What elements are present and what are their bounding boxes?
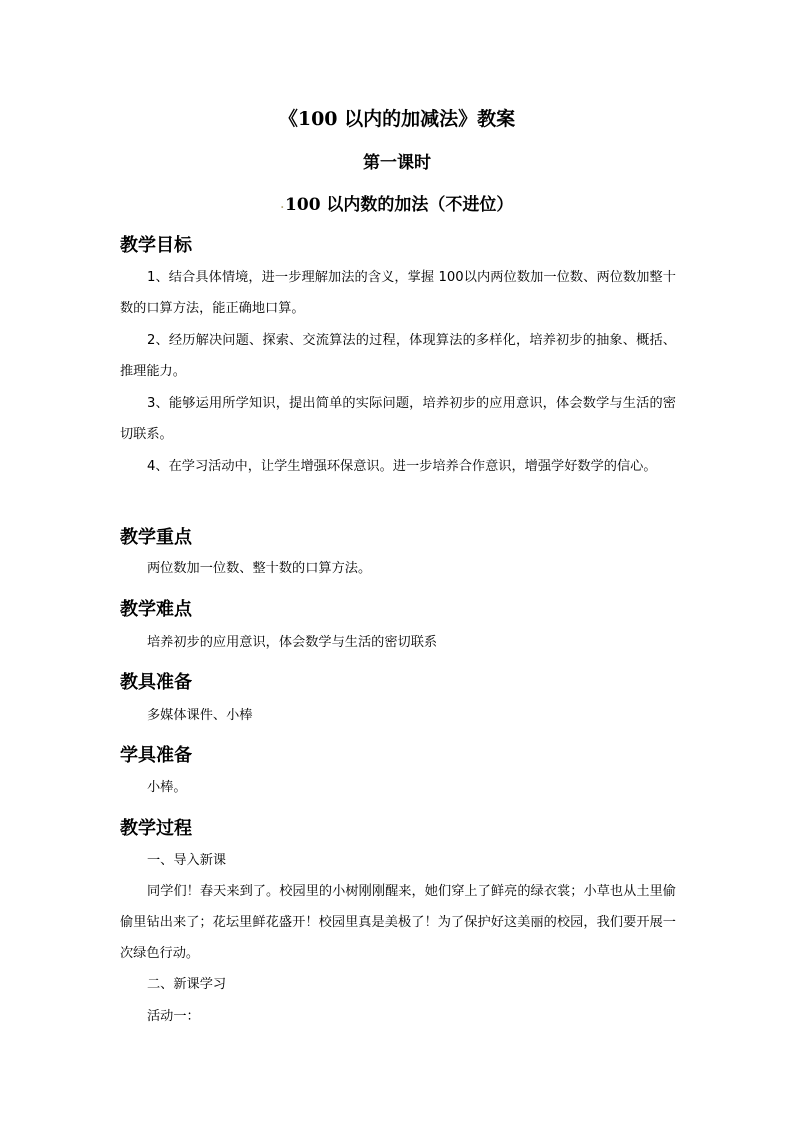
section-title-text: 100 以内数的加法（不进位） [285,195,514,215]
teacher-materials-text: 多媒体课件、小棒 [147,708,253,723]
student-materials-heading: 学具准备 [120,745,192,766]
goal-item: 4、在学习活动中，让学生增强环保意识。进一步培养合作意识，增强学好数学的信心。 [147,459,657,474]
teacher-materials-heading: 教具准备 [120,672,192,693]
process-step-2: 二、新课学习 [147,977,227,992]
activity-1-label: 活动一： [147,1009,200,1024]
student-materials-text: 小棒。 [147,780,187,795]
goal-item: 1、结合具体情境，进一步理解加法的含义，掌握 100以内两位数加一位数、两位数加整十数的口算方法，能正确地口算。 [120,270,676,316]
difficulties-text: 培养初步的应用意识，体会数学与生活的密切联系 [147,635,438,650]
process-step-1: 一、导入新课 [147,853,227,868]
key-points-text: 两位数加一位数、整十数的口算方法。 [147,561,372,576]
difficulties-heading: 教学难点 [120,599,192,620]
section-title [0,190,794,215]
goals-heading: 教学目标 [120,235,192,256]
goal-item: 2、经历解决问题、探索、交流算法的过程，体现算法的多样化，培养初步的抽象、概括、推理能力。 [120,333,676,379]
document-title: 《100 以内的加减法》教案 [278,108,516,130]
process-heading: 教学过程 [120,818,192,839]
goal-item: 3、能够运用所学知识，提出简单的实际问题，培养初步的应用意识，体会数学与生活的密切联系。 [120,396,676,442]
key-points-heading: 教学重点 [120,527,192,548]
process-intro-paragraph: 同学们！春天来到了。校园里的小树刚刚醒来，她们穿上了鲜亮的绿衣裳；小草也从土里偷偷里钻出来了；花坛里鲜花盛开！校园里真是美极了！为了保护好这美丽的校园，我们要开展一次绿色行动。 [120,884,676,961]
lesson-subtitle: 第一课时 [363,153,431,173]
section-title-marker: . [280,200,285,211]
